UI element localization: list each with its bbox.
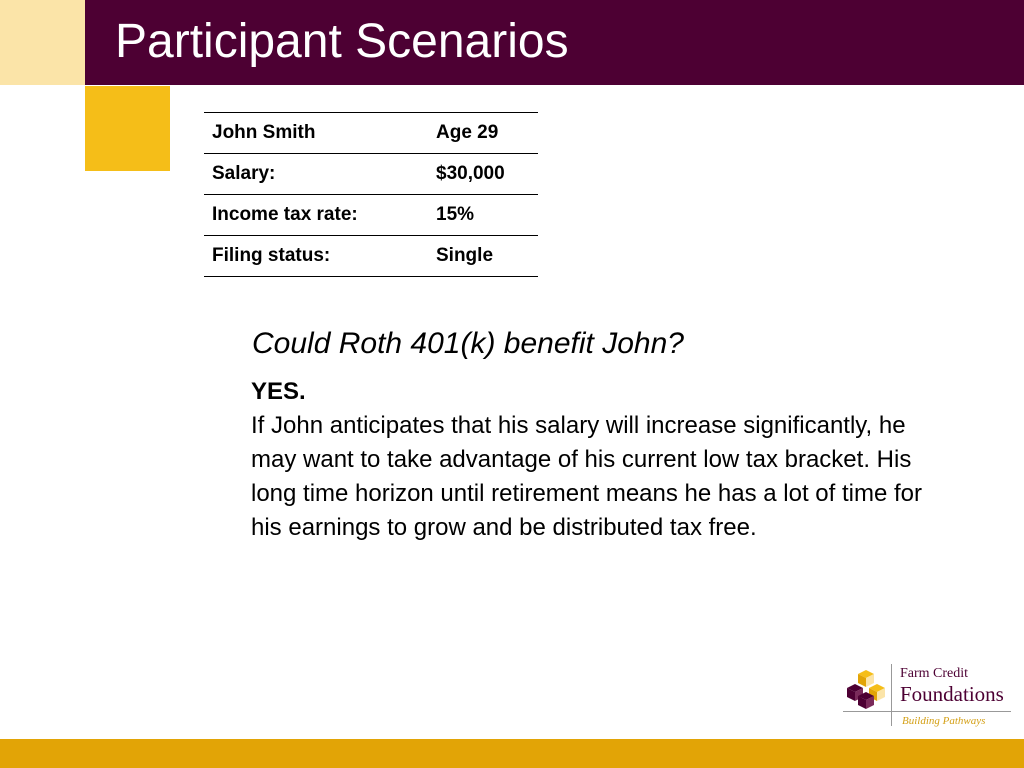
table-row [204,154,538,195]
row-label: John Smith [204,113,428,154]
row-label: Filing status: [204,236,428,277]
profile-table [204,112,538,277]
logo-tagline: Building Pathways [902,715,986,727]
question-heading: Could Roth 401(k) benefit John? [252,327,684,360]
title-bar [85,0,1024,85]
company-logo [843,664,1018,730]
table-row [204,113,538,154]
answer-heading: YES. [251,378,306,405]
row-label: Salary: [204,154,428,195]
answer-block [251,375,951,545]
row-value: Age 29 [428,113,538,154]
cube-stack-icon [843,670,889,710]
logo-divider-horizontal [843,711,1011,712]
decorative-square-light [0,0,85,85]
slide-title: Participant Scenarios [115,15,569,68]
row-value: 15% [428,195,538,236]
row-value: $30,000 [428,154,538,195]
row-label: Income tax rate: [204,195,428,236]
logo-text-line1: Farm Credit [900,666,969,681]
decorative-square-gold [85,86,170,171]
table-row [204,236,538,277]
footer-bar [0,739,1024,768]
answer-body: If John anticipates that his salary will increase significantly, he may want to take advantage of his current low tax bracket. His long time horizon until retirement means he has a lot of time for his earnings to grow and be distributed tax free. [251,412,922,541]
table-row [204,195,538,236]
logo-divider-vertical [891,664,892,726]
logo-text-line2: Foundations [900,682,1004,706]
row-value: Single [428,236,538,277]
